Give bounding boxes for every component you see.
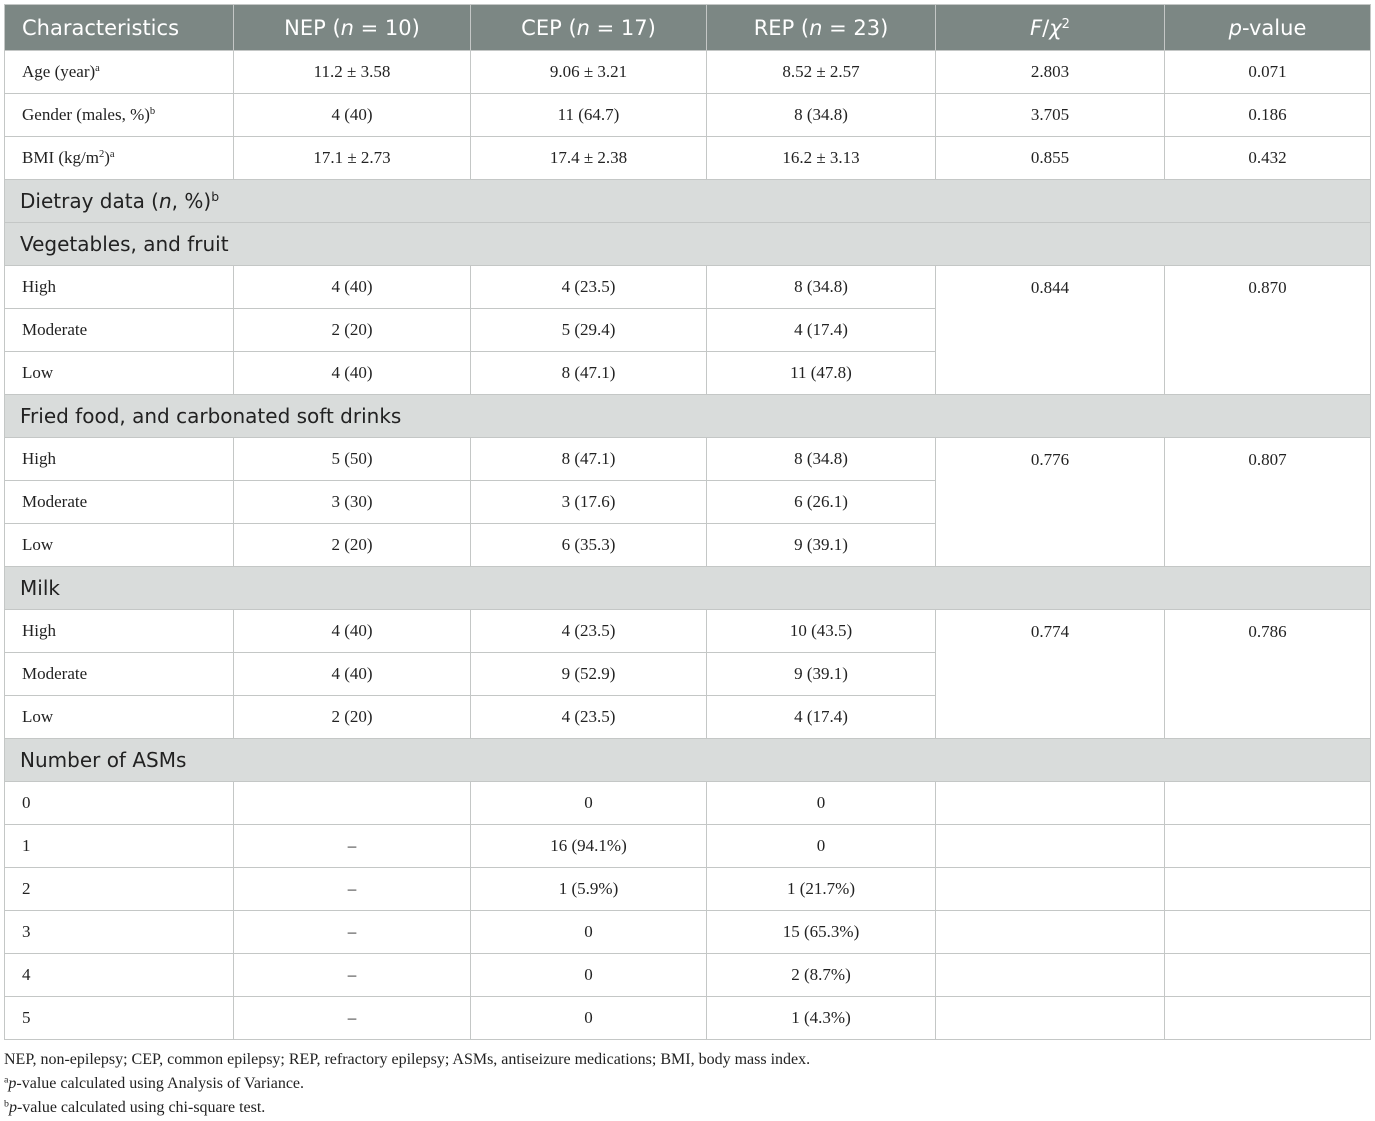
table-row [5,825,1371,868]
cell-rep: 10 (43.5) [707,610,936,653]
section-title: Fried food, and carbonated soft drinks [5,395,1371,438]
row-label: High [5,266,234,309]
row-label: BMI $(kg/m^2)^a$ [5,137,234,180]
cell-nep: – [234,997,471,1040]
cell-rep: 8.52 ± 2.57 [707,51,936,94]
header-p-value: p-value [1165,5,1371,51]
table-row [5,868,1371,911]
cell-rep: 0 [707,782,936,825]
section-title-dietary: Dietray data (n, %)$^b$ [5,180,1371,223]
cell-cep: 9.06 ± 3.21 [471,51,707,94]
cell-p-value [1165,954,1371,997]
row-label: Low [5,524,234,567]
cell-rep: 11 (47.8) [707,352,936,395]
cell-rep: 2 (8.7%) [707,954,936,997]
cell-p-value: 0.071 [1165,51,1371,94]
row-label: Low [5,352,234,395]
characteristics-table [4,4,1371,1040]
table-row [5,266,1371,309]
cell-nep: – [234,911,471,954]
cell-nep: 4 (40) [234,610,471,653]
row-label: Age (year)$^a$ [5,51,234,94]
row-label: Gender (males, %)$^b$ [5,94,234,137]
table-row [5,911,1371,954]
row-label: Low [5,696,234,739]
cell-statistic [936,782,1165,825]
cell-nep: 5 (50) [234,438,471,481]
cell-p-value: 0.870 [1165,266,1371,395]
cell-nep: 2 (20) [234,696,471,739]
cell-statistic [936,911,1165,954]
cell-cep: 0 [471,911,707,954]
cell-rep: 15 (65.3%) [707,911,936,954]
table-footnotes [4,1049,1370,1118]
cell-p-value [1165,868,1371,911]
cell-statistic: 0.776 [936,438,1165,567]
section-title: Number of ASMs [5,739,1371,782]
cell-cep: 9 (52.9) [471,653,707,696]
cell-p-value [1165,997,1371,1040]
cell-rep: 8 (34.8) [707,438,936,481]
table-container [4,4,1370,1121]
table-row [5,782,1371,825]
cell-nep: 2 (20) [234,309,471,352]
cell-rep: 9 (39.1) [707,524,936,567]
cell-nep: – [234,868,471,911]
section-row [5,223,1371,266]
cell-p-value: 0.186 [1165,94,1371,137]
cell-nep: 17.1 ± 2.73 [234,137,471,180]
row-label: 2 [5,868,234,911]
cell-nep: 11.2 ± 3.58 [234,51,471,94]
cell-p-value: 0.786 [1165,610,1371,739]
cell-rep: 4 (17.4) [707,696,936,739]
cell-cep: 4 (23.5) [471,266,707,309]
table-row [5,954,1371,997]
header-characteristics: Characteristics [5,5,234,51]
cell-cep: 5 (29.4) [471,309,707,352]
cell-nep: 2 (20) [234,524,471,567]
cell-cep: 3 (17.6) [471,481,707,524]
table-header [5,5,1371,51]
cell-statistic: 0.855 [936,137,1165,180]
row-label: 5 [5,997,234,1040]
cell-cep: 0 [471,782,707,825]
cell-cep: 6 (35.3) [471,524,707,567]
cell-statistic: 2.803 [936,51,1165,94]
cell-rep: 8 (34.8) [707,266,936,309]
section-title: Vegetables, and fruit [5,223,1371,266]
footnote-a: $^a$p-value calculated using Analysis of Variance. [4,1074,305,1092]
row-label: 3 [5,911,234,954]
cell-rep: 0 [707,825,936,868]
footnote-abbreviations: NEP, non-epilepsy; CEP, common epilepsy; REP, refractory epilepsy; ASMs, antiseizure medications; BMI, body mass index. [4,1051,811,1068]
table-row [5,997,1371,1040]
cell-p-value: 0.807 [1165,438,1371,567]
cell-statistic [936,954,1165,997]
cell-rep: 8 (34.8) [707,94,936,137]
cell-rep: 16.2 ± 3.13 [707,137,936,180]
section-row [5,395,1371,438]
cell-cep: 0 [471,954,707,997]
row-label: Moderate [5,309,234,352]
row-label: High [5,610,234,653]
cell-p-value: 0.432 [1165,137,1371,180]
header-row [5,5,1371,51]
table-body [5,51,1371,1040]
cell-statistic [936,997,1165,1040]
cell-statistic: 3.705 [936,94,1165,137]
row-label: 0 [5,782,234,825]
cell-statistic: 0.774 [936,610,1165,739]
cell-cep: 0 [471,997,707,1040]
cell-statistic [936,868,1165,911]
cell-rep: 6 (26.1) [707,481,936,524]
cell-cep: 11 (64.7) [471,94,707,137]
cell-cep: 4 (23.5) [471,610,707,653]
cell-nep: 4 (40) [234,352,471,395]
row-label: Moderate [5,481,234,524]
header-cep: CEP (n = 17) [471,5,707,51]
section-title: Milk [5,567,1371,610]
header-rep: REP (n = 23) [707,5,936,51]
table-row [5,94,1371,137]
section-row [5,739,1371,782]
cell-p-value [1165,782,1371,825]
cell-nep: – [234,825,471,868]
cell-cep: 8 (47.1) [471,352,707,395]
cell-p-value [1165,911,1371,954]
row-label: Moderate [5,653,234,696]
cell-nep [234,782,471,825]
table-row [5,51,1371,94]
row-label: High [5,438,234,481]
row-label: 4 [5,954,234,997]
row-label: 1 [5,825,234,868]
section-row [5,567,1371,610]
table-row [5,438,1371,481]
cell-rep: 1 (21.7%) [707,868,936,911]
cell-nep: 4 (40) [234,94,471,137]
footnote-b: $^b$p-value calculated using chi-square test. [4,1098,266,1116]
cell-p-value [1165,825,1371,868]
table-row [5,137,1371,180]
header-nep: NEP (n = 10) [234,5,471,51]
cell-cep: 1 (5.9%) [471,868,707,911]
cell-statistic: 0.844 [936,266,1165,395]
cell-cep: 17.4 ± 2.38 [471,137,707,180]
header-statistic: $F/\chi^2$ [936,5,1165,51]
cell-nep: 4 (40) [234,266,471,309]
cell-rep: 1 (4.3%) [707,997,936,1040]
cell-rep: 4 (17.4) [707,309,936,352]
cell-nep: – [234,954,471,997]
cell-rep: 9 (39.1) [707,653,936,696]
cell-statistic [936,825,1165,868]
cell-cep: 16 (94.1%) [471,825,707,868]
cell-cep: 4 (23.5) [471,696,707,739]
cell-cep: 8 (47.1) [471,438,707,481]
table-row [5,610,1371,653]
cell-nep: 4 (40) [234,653,471,696]
cell-nep: 3 (30) [234,481,471,524]
section-row [5,180,1371,223]
